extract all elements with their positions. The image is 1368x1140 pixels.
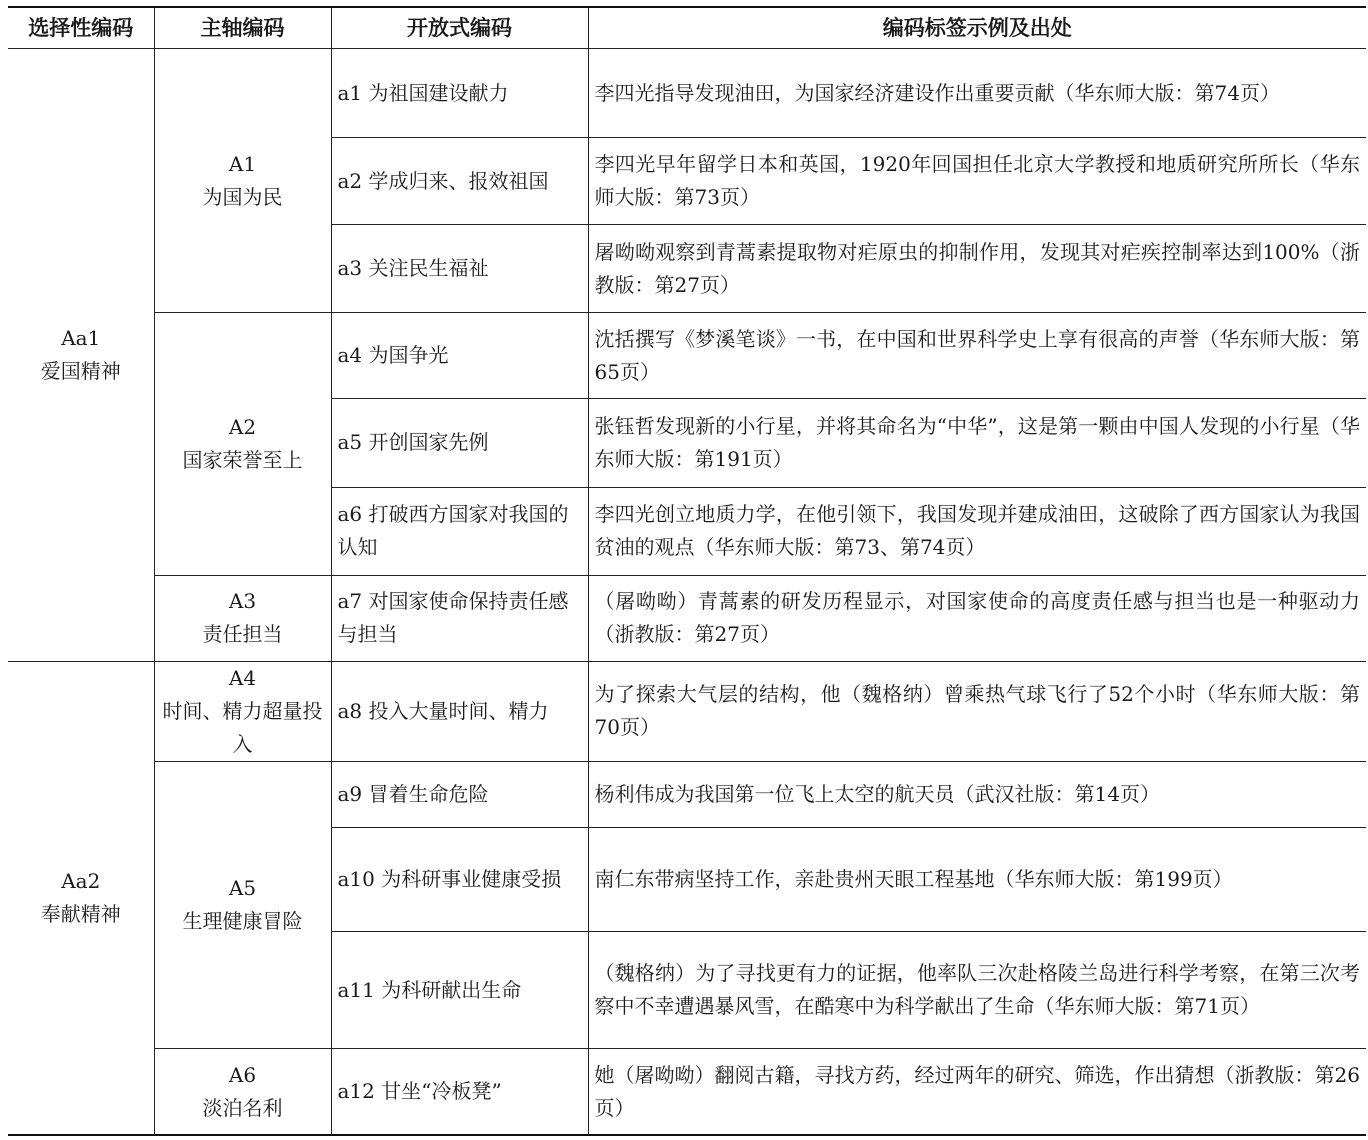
table-row xyxy=(8,49,1366,138)
table-row xyxy=(8,661,1366,761)
example-cell: 张钰哲发现新的小行星，并将其命名为“中华”，这是第一颗由中国人发现的小行星（华东师大版：第191页） xyxy=(588,399,1366,487)
axial-code: A6 xyxy=(228,1062,257,1087)
axial-code-cell xyxy=(154,661,331,761)
selective-code: Aa1 xyxy=(61,325,101,350)
selective-name: 奉献精神 xyxy=(40,901,121,926)
axial-code-cell xyxy=(154,761,331,1048)
example-cell: 沈括撰写《梦溪笔谈》一书，在中国和世界科学史上享有很高的声誉（华东师大版：第65页） xyxy=(588,313,1366,399)
table-row xyxy=(8,313,1366,399)
table-row xyxy=(8,761,1366,827)
axial-name: 国家荣誉至上 xyxy=(182,447,303,472)
example-cell: 李四光创立地质力学，在他引领下，我国发现并建成油田，这破除了西方国家认为我国贫油的观点（华东师大版：第73、第74页） xyxy=(588,487,1366,575)
open-code-cell: a5 开创国家先例 xyxy=(331,399,588,487)
open-code-cell: a4 为国争光 xyxy=(331,313,588,399)
header-row xyxy=(8,7,1366,49)
open-code-cell: a7 对国家使命保持责任感与担当 xyxy=(331,575,588,661)
selective-code-cell xyxy=(8,49,154,662)
selective-code: Aa2 xyxy=(61,868,101,893)
example-cell: 她（屠呦呦）翻阅古籍，寻找方药，经过两年的研究、筛选，作出猜想（浙教版：第26页） xyxy=(588,1049,1366,1135)
open-code-cell: a11 为科研献出生命 xyxy=(331,932,588,1049)
header-axial-coding: 主轴编码 xyxy=(154,7,331,49)
header-open-coding: 开放式编码 xyxy=(331,7,588,49)
axial-name: 生理健康冒险 xyxy=(182,909,303,934)
open-code-cell: a1 为祖国建设献力 xyxy=(331,49,588,138)
open-code-cell: a12 甘坐“冷板凳” xyxy=(331,1049,588,1135)
selective-code-cell xyxy=(8,661,154,1135)
example-cell: 李四光早年留学日本和英国，1920年回国担任北京大学教授和地质研究所所长（华东师大版：第73页） xyxy=(588,138,1366,225)
open-code-cell: a6 打破西方国家对我国的认知 xyxy=(331,487,588,575)
axial-code-cell xyxy=(154,1049,331,1135)
example-cell: （魏格纳）为了寻找更有力的证据，他率队三次赴格陵兰岛进行科学考察，在第三次考察中不幸遭遇暴风雪，在酷寒中为科学献出了生命（华东师大版：第71页） xyxy=(588,932,1366,1049)
axial-name: 为国为民 xyxy=(202,184,283,209)
axial-code: A3 xyxy=(228,589,257,614)
selective-name: 爱国精神 xyxy=(40,358,121,383)
open-code-cell: a9 冒着生命危险 xyxy=(331,761,588,827)
header-selective-coding: 选择性编码 xyxy=(8,7,154,49)
axial-name: 时间、精力超量投入 xyxy=(162,698,323,756)
coding-table xyxy=(8,6,1366,1136)
example-cell: 杨利伟成为我国第一位飞上太空的航天员（武汉社版：第14页） xyxy=(588,761,1366,827)
open-code-cell: a8 投入大量时间、精力 xyxy=(331,661,588,761)
example-cell: （屠呦呦）青蒿素的研发历程显示，对国家使命的高度责任感与担当也是一种驱动力（浙教版：第27页） xyxy=(588,575,1366,661)
table-row xyxy=(8,1049,1366,1135)
open-code-cell: a2 学成归来、报效祖国 xyxy=(331,138,588,225)
axial-code: A1 xyxy=(228,151,257,176)
axial-code: A4 xyxy=(228,665,257,690)
axial-name: 淡泊名利 xyxy=(202,1095,283,1120)
example-cell: 南仁东带病坚持工作，亲赴贵州天眼工程基地（华东师大版：第199页） xyxy=(588,827,1366,931)
axial-code-cell xyxy=(154,49,331,313)
axial-name: 责任担当 xyxy=(202,622,283,647)
open-code-cell: a10 为科研事业健康受损 xyxy=(331,827,588,931)
example-cell: 屠呦呦观察到青蒿素提取物对疟原虫的抑制作用，发现其对疟疾控制率达到100%（浙教版：第27页） xyxy=(588,225,1366,313)
table-row xyxy=(8,575,1366,661)
axial-code-cell xyxy=(154,313,331,575)
header-example-source: 编码标签示例及出处 xyxy=(588,7,1366,49)
axial-code: A5 xyxy=(228,876,257,901)
axial-code: A2 xyxy=(228,414,257,439)
example-cell: 为了探索大气层的结构，他（魏格纳）曾乘热气球飞行了52个小时（华东师大版：第70页） xyxy=(588,661,1366,761)
open-code-cell: a3 关注民生福祉 xyxy=(331,225,588,313)
example-cell: 李四光指导发现油田，为国家经济建设作出重要贡献（华东师大版：第74页） xyxy=(588,49,1366,138)
axial-code-cell xyxy=(154,575,331,661)
